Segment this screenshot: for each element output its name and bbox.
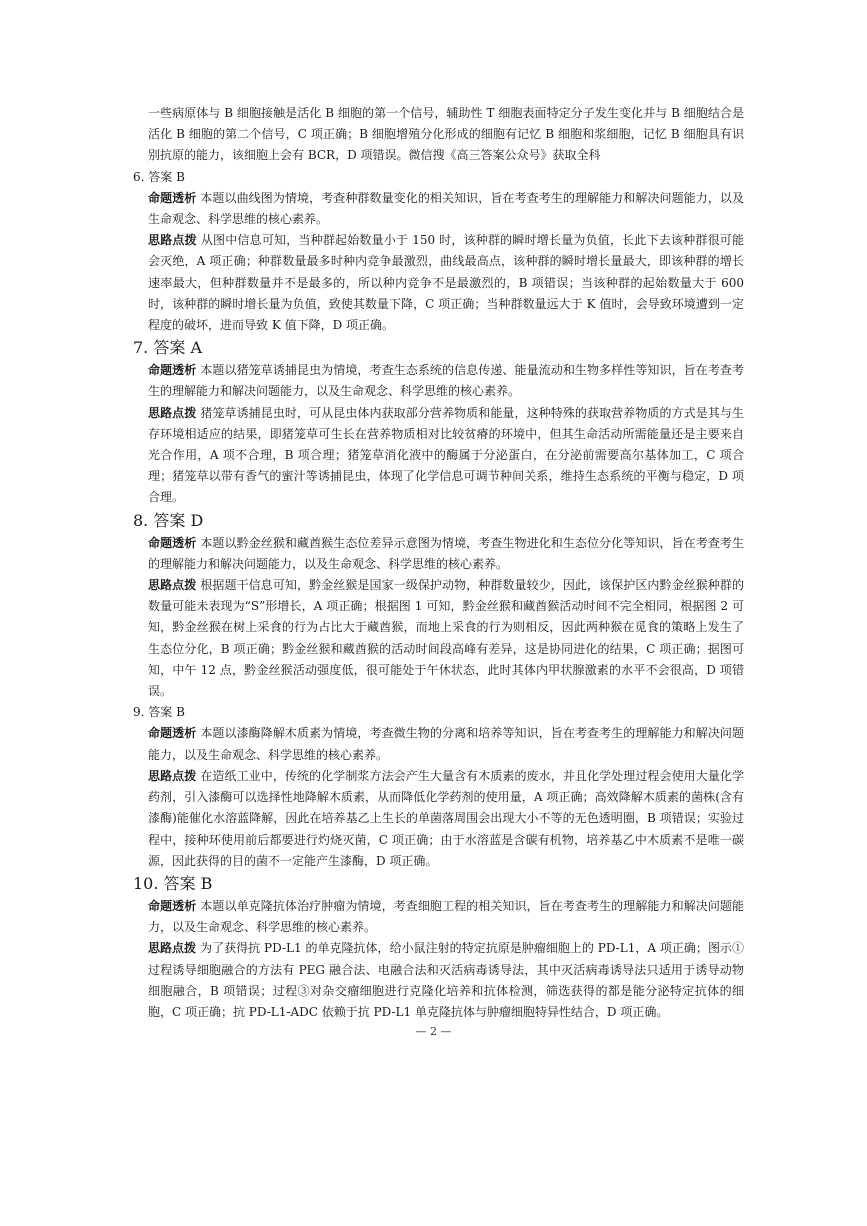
intent-label: 命题透析 <box>148 898 197 913</box>
question-9 <box>118 702 744 872</box>
analysis-text: 根据题干信息可知，黔金丝猴是国家一级保护动物，种群数量较少，因此，该保护区内黔金丝猴种群的数量可能未表现为“S”形增长，A 项正确；根据图 1 可知，黔金丝猴和藏酋猴活动时间不完全相同，根据图 2 可知，黔金丝猴在树上采食的行为占比大于藏酋猴，而地上采食的行为则相反，因此两种猴在觅食的策略上发生了生态位分化，B 项正确；黔金丝猴和藏酋猴的活动时间段高峰有差异，这是协同进化的结果，C 项正确；据图可知，中午 12 点，黔金丝猴活动强度低，很可能处于午休状态，此时其体内甲状腺激素的水平不会很高，D 项错误。 <box>148 578 744 699</box>
intent-paragraph <box>118 723 744 765</box>
analysis-label: 思路点拨 <box>148 941 197 956</box>
question-7 <box>118 336 744 508</box>
intent-label: 命题透析 <box>148 726 197 741</box>
analysis-text: 在造纸工业中，传统的化学制浆方法会产生大量含有木质素的废水，并且化学处理过程会使用大量化学药剂，引入漆酶可以选择性地降解木质素，从而降低化学药剂的使用量，A 项正确；高效降解木质素的菌株(含有漆酶)能催化水溶蓝降解，因此在培养基乙上生长的单菌落周围会出现大小不等的无色透明圈，B 项错误；实验过程中，接种环使用前后都要进行灼烧灭菌，C 项正确；由于水溶蓝是含碳有机物，培养基乙中木质素不是唯一碳源，因此获得的目的菌不一定能产生漆酶，D 项正确。 <box>148 768 744 868</box>
intent-text: 本题以曲线图为情境，考查种群数量变化的相关知识，旨在考查考生的理解能力和解决问题能力，以及生命观念、科学思维的核心素养。 <box>148 190 744 227</box>
intent-text: 本题以猪笼草诱捕昆虫为情境，考查生态系统的信息传递、能量流动和生物多样性等知识，旨在考查考生的理解能力和解决问题能力，以及生命观念、科学思维的核心素养。 <box>148 363 744 399</box>
analysis-label: 思路点拨 <box>148 405 197 420</box>
analysis-label: 思路点拨 <box>148 233 197 248</box>
analysis-label: 思路点拨 <box>148 578 197 593</box>
question-heading: 7. 答案 A <box>133 338 202 358</box>
question-8 <box>118 509 744 703</box>
analysis-text: 为了获得抗 PD-L1 的单克隆抗体，给小鼠注射的特定抗原是肿瘤细胞上的 PD-L1，A 项正确；图示①过程诱导细胞融合的方法有 PEG 融合法、电融合法和灭活病毒诱导法，其中灭活病毒诱导法只适用于诱导动物细胞融合，B 项错误；过程③对杂交瘤细胞进行克隆化培养和抗体检测，筛选获得的都是能分泌特定抗体的细胞，C 项正确；抗 PD-L1-ADC 依赖于抗 PD-L1 单克隆抗体与肿瘤细胞特异性结合，D 项正确。 <box>148 941 744 1019</box>
page-number: — 2 — <box>415 1025 452 1038</box>
question-10 <box>118 872 744 1023</box>
analysis-paragraph <box>118 230 744 336</box>
intent-paragraph <box>118 188 744 230</box>
analysis-paragraph <box>118 575 744 702</box>
analysis-text: 从图中信息可知，当种群起始数量小于 150 时，该种群的瞬时增长量为负值，长此下去该种群很可能会灭绝，A 项正确；种群数量最多时种内竞争最激烈，曲线最高点，该种群的瞬时增长量最大，即该种群的增长速率最大，但种群数量并不是最多的，所以种内竞争不是最激烈的，B 项错误；当该种群的起始数量大于 600 时，该种群的瞬时增长量为负值，致使其数量下降，C 项正确；当种群数量远大于 K 值时，会导致环境遭到一定程度的破坏，进而导致 K 值下降，D 项正确。 <box>148 233 744 333</box>
intent-label: 命题透析 <box>148 535 197 550</box>
intent-label: 命题透析 <box>148 190 197 205</box>
question-heading: 8. 答案 D <box>133 510 204 530</box>
analysis-paragraph <box>118 403 744 509</box>
analysis-text: 猪笼草诱捕昆虫时，可从昆虫体内获取部分营养物质和能量，这种特殊的获取营养物质的方式是其与生存环境相适应的结果，即猪笼草可生长在营养物质相对比较贫瘠的环境中，但其生命活动所需能量还是主要来自光合作用，A 项不合理，B 项合理；猪笼草消化液中的酶属于分泌蛋白，在分泌前需要高尔基体加工，C 项合理；猪笼草以带有香气的蜜汁等诱捕昆虫，体现了化学信息可调节种间关系，维持生态系统的平衡与稳定，D 项合理。 <box>148 405 744 505</box>
intent-paragraph <box>118 533 744 575</box>
question-heading: 6. 答案 B <box>133 169 185 184</box>
intent-paragraph <box>118 896 744 938</box>
intent-text: 本题以黔金丝猴和藏酋猴生态位差异示意图为情境，考查生物进化和生态位分化等知识，旨在考查考生的理解能力和解决问题能力，以及生命观念、科学思维的核心素养。 <box>148 535 744 571</box>
analysis-paragraph <box>118 766 744 872</box>
answer-page <box>118 103 744 1023</box>
question-heading: 9. 答案 B <box>133 705 185 720</box>
intent-label: 命题透析 <box>148 363 197 378</box>
question-heading: 10. 答案 B <box>133 873 213 893</box>
analysis-paragraph <box>118 938 744 1023</box>
intro-paragraph: 一些病原体与 B 细胞接触是活化 B 细胞的第一个信号，辅助性 T 细胞表面特定分子发生变化并与 B 细胞结合是活化 B 细胞的第二个信号，C 项正确；B 细胞增殖分化形成的细胞有记忆 B 细胞和浆细胞，记忆 B 细胞具有识别抗原的能力，该细胞上会有 BCR，D 项错误。微信搜《高三答案公众号》获取全科 <box>148 106 744 163</box>
question-6 <box>118 167 744 337</box>
analysis-label: 思路点拨 <box>148 768 197 783</box>
intent-text: 本题以单克隆抗体治疗肿瘤为情境，考查细胞工程的相关知识，旨在考查考生的理解能力和解决问题能力，以及生命观念、科学思维的核心素养。 <box>148 898 744 935</box>
intent-paragraph <box>118 360 744 402</box>
intent-text: 本题以漆酶降解木质素为情境，考查微生物的分离和培养等知识，旨在考查考生的理解能力和解决问题能力，以及生命观念、科学思维的核心素养。 <box>148 726 744 762</box>
